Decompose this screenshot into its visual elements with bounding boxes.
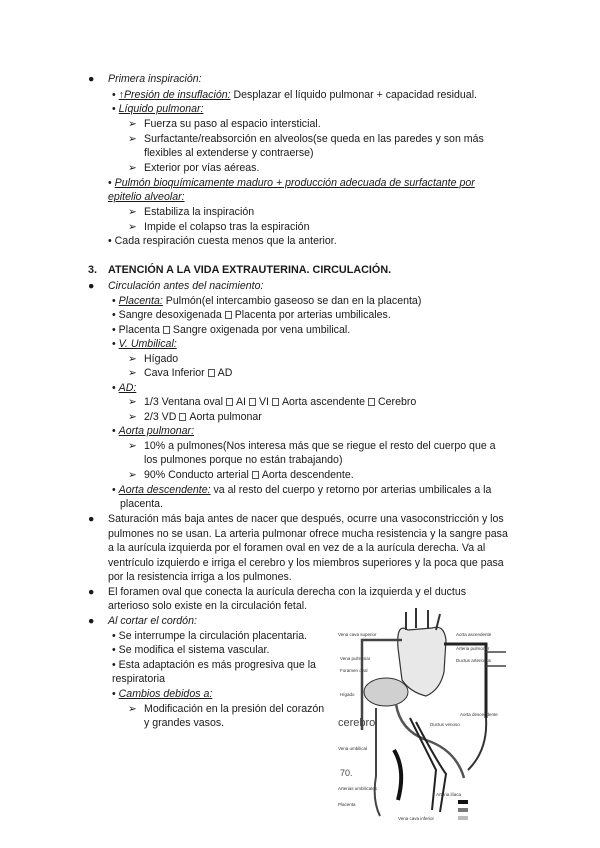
presion-label: ↑Presión de insuflación: <box>118 89 231 101</box>
sublist-item: ➢ Cava Inferior AD <box>128 367 233 379</box>
list-item: • Esta adaptación es más progresiva que la <box>112 659 316 671</box>
diagram-label: Vena pulmonar <box>340 656 371 661</box>
list-item-presion: • ↑Presión de insuflación: Desplazar el líquido pulmonar + capacidad residual. <box>112 89 477 101</box>
sublist-item: ➢ 10% a pulmones(Nos interesa más que se riegue el resto del cuerpo que a <box>128 440 496 452</box>
list-item-pulmon-cont: epitelio alveolar: <box>108 191 185 203</box>
diagram-label: Arteria ilíaca <box>436 792 462 797</box>
diagram-label: Ductus arteriosus <box>456 658 492 663</box>
circulacion-title: Circulación antes del nacimiento: <box>108 280 264 292</box>
liquido-label: Líquido pulmonar: <box>118 103 204 115</box>
sublist-item: ➢ Impide el colapso tras la espiración <box>128 221 310 233</box>
paragraph-foramen-l2: arterioso solo existe en la circulación fetal. <box>108 600 308 612</box>
presion-text: Desplazar el líquido pulmonar + capacidad residual. <box>230 89 477 101</box>
arrow-glyph-box <box>225 311 232 319</box>
bullet-primera: ● <box>88 73 95 85</box>
diagram-label: Arterias umbilicales <box>338 786 378 791</box>
list-item-continued: placenta. <box>120 498 163 510</box>
paragraph-saturacion-l1: Saturación más baja antes de nacer que después, ocurre una vasoconstricción y los <box>108 513 504 525</box>
sublist-item: ➢ 1/3 Ventana oval AI VI Aorta ascendente Cerebro <box>128 396 417 408</box>
diagram-corner-text: 70. <box>340 768 353 778</box>
diagram-label: Vena cava superior <box>338 632 377 637</box>
sublist-item: ➢ Modificación en la presión del corazón <box>128 703 325 715</box>
sublist-item-continued: flexibles al extenderse y contraerse) <box>144 147 314 159</box>
section-title-atencion: ATENCIÓN A LA VIDA EXTRAUTERINA. CIRCULACIÓN. <box>108 264 392 276</box>
list-item-continued: respiratoria <box>112 673 165 685</box>
arrow-glyph-box <box>163 326 170 334</box>
list-item-ad: • AD: <box>112 382 137 394</box>
sublist-item: ➢ Surfactante/reabsorción en alveolos(se queda en las paredes y son más <box>128 133 484 145</box>
list-item-pulmon: • Pulmón bioquímicamente maduro + producción adecuada de surfactante por <box>108 177 475 189</box>
diagram-label: Hígado <box>340 692 355 697</box>
list-item-cada: • Cada respiración cuesta menos que la anterior. <box>108 235 337 247</box>
sublist-item: ➢ Exterior por vías aéreas. <box>128 162 260 174</box>
bullet: ● <box>88 586 95 598</box>
liver-shape <box>364 678 408 706</box>
list-item: • Se interrumpe la circulación placentaria. <box>112 630 308 642</box>
fetal-circulation-diagram <box>336 600 512 822</box>
section-number: 3. <box>88 264 98 276</box>
list-item-cambios: • Cambios debidos a: <box>112 688 213 700</box>
list-item-sangre2: • Placenta Sangre oxigenada por vena umbilical. <box>112 324 351 336</box>
paragraph-foramen-l1: El foramen oval que conecta la aurícula derecha con la izquierda y el ductus <box>108 586 467 598</box>
paragraph-saturacion-l4: ventrículo izquierdo e irriga el cerebro y los miembros superiores y la poca que pasa <box>108 557 504 569</box>
bullet: ● <box>88 615 95 627</box>
diagram-label: Aorta descendente <box>460 712 498 717</box>
paragraph-saturacion-l3: a la aurícula izquierda por el foramen oval en vez de a la aurícula derecha. Va al <box>108 542 486 554</box>
list-item: • Se modifica el sistema vascular. <box>112 644 270 656</box>
diagram-label: Foramen oval <box>340 668 368 673</box>
sublist-item: ➢ 2/3 VD Aorta pulmonar <box>128 411 262 423</box>
bullet: ● <box>88 280 95 292</box>
list-item-vumbilical: • V. Umbilical: <box>112 338 177 350</box>
list-item-placenta: • Placenta: Pulmón(el intercambio gaseoso se dan en la placenta) <box>112 295 422 307</box>
diagram-label: Aorta ascendente <box>456 632 492 637</box>
diagram-label: Vena umbilical <box>338 746 368 751</box>
section-title-primera-inspiracion: Primera inspiración: <box>108 73 202 85</box>
paragraph-saturacion-l2: pulmones no se usan. La arteria pulmonar ofrece mucha resistencia y la sangre pasa <box>108 528 508 540</box>
list-item-liquido: • Líquido pulmonar: <box>112 103 204 115</box>
diagram-side-text: cerebro <box>338 717 376 729</box>
list-item-sangre1: • Sangre desoxigenada Placenta por arterias umbilicales. <box>112 309 391 321</box>
diagram-label: Vena cava inferior <box>398 816 435 821</box>
sublist-item: ➢ Fuerza su paso al espacio intersticial. <box>128 118 321 130</box>
diagram-label: Ductus venoso <box>430 722 460 727</box>
sublist-item-continued: los pulmones porque no están trabajando) <box>144 454 343 466</box>
sublist-item: ➢ Hígado <box>128 353 179 365</box>
list-item-aorta-pulmonar: • Aorta pulmonar: <box>112 425 195 437</box>
list-item-aorta-descendente: • Aorta descendente: va al resto del cuerpo y retorno por arterias umbilicales a la <box>112 484 492 496</box>
sublist-item-continued: y grandes vasos. <box>144 717 225 729</box>
diagram-label: Arteria pulmonar <box>456 646 490 651</box>
cordon-title: Al cortar el cordón: <box>108 615 197 627</box>
diagram-label: Placenta <box>338 802 356 807</box>
sublist-item: ➢ Estabiliza la inspiración <box>128 206 255 218</box>
bullet: ● <box>88 513 95 525</box>
sublist-item: ➢ 90% Conducto arterial Aorta descendente. <box>128 469 354 481</box>
paragraph-saturacion-l5: por la resistencia irriga a los pulmones. <box>108 571 292 583</box>
